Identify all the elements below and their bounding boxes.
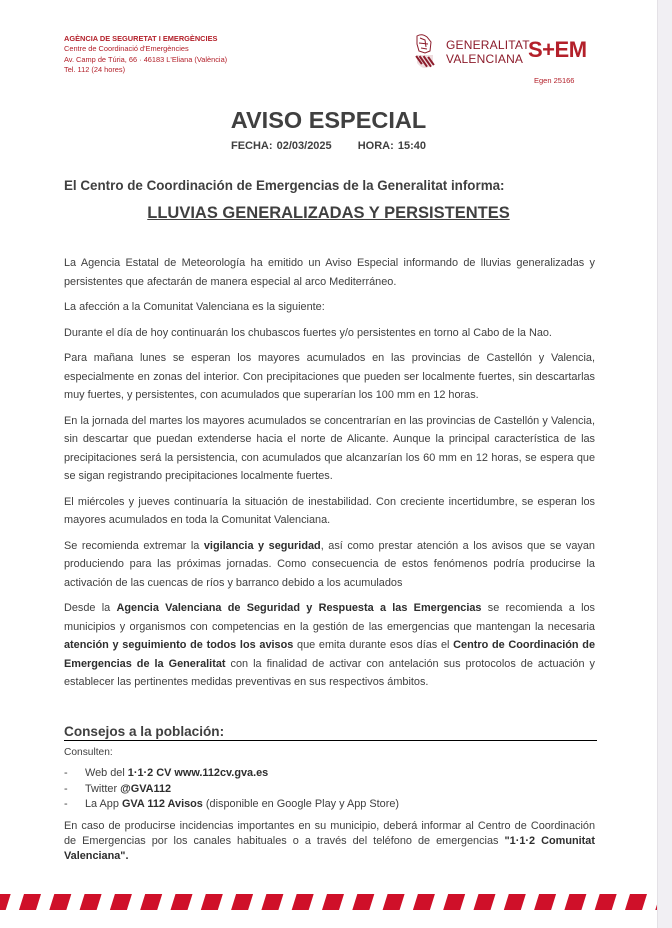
stripe-segment	[261, 894, 283, 910]
stripe-segment	[171, 894, 193, 910]
paragraph: El miércoles y jueves continuaría la situación de inestabilidad. Con creciente incertidumbre, se esperan los mayores acumulados en toda la Comunitat Valenciana.	[64, 495, 595, 526]
stripe-segment	[413, 894, 435, 910]
stripe-segment	[625, 894, 647, 910]
agency-phone: Tel. 112 (24 hores)	[64, 64, 126, 74]
text: que emita durante esos días el	[293, 639, 454, 651]
agency-header	[64, 34, 227, 75]
list-dash: -	[64, 782, 68, 795]
hora-label: HORA:	[357, 140, 394, 152]
consulten-label: Consulten:	[64, 747, 113, 758]
stripe-segment	[49, 894, 71, 910]
stripe-segment	[140, 894, 162, 910]
text: Twitter	[85, 782, 121, 795]
incidencias-paragraph	[64, 819, 595, 864]
red-stripe-border	[0, 894, 657, 910]
stripe-segment	[0, 894, 11, 910]
list-item-twitter	[64, 782, 399, 798]
twitter-handle[interactable]: @GVA112	[120, 782, 172, 795]
generalitat-logo-text	[446, 38, 530, 66]
stripe-segment	[474, 894, 496, 910]
hora-value: 15:40	[397, 140, 426, 152]
paragraph: En la jornada del martes los mayores acumulados se concentrarían en las provincias de Castellón y Valencia, sin descartar que puedan extenderse hacia el norte de Alicante. Aunque la principal característica de las precipitaciones será la persistencia, con acumulados que alcanzarían los 60 mm en 12 horas, se espera que se sigan registrando precipitaciones localmente fuertes.	[64, 414, 595, 482]
bold-text: "1·1·2 Comunitat Valenciana".	[64, 835, 595, 862]
document-title: AVISO ESPECIAL	[230, 107, 427, 133]
bold-text: Centro de Coordinación de Emergencias de la Generalitat	[64, 639, 596, 670]
bold-text: atención y seguimiento de todos los avisos	[64, 639, 294, 651]
stripe-segment	[443, 894, 465, 910]
stripe-segment	[352, 894, 374, 910]
stripe-segment	[504, 894, 526, 910]
app-name: GVA 112 Avisos	[121, 798, 203, 810]
egen-reference: Egen 25166	[534, 76, 575, 85]
text: Se recomienda extremar la	[64, 539, 204, 552]
fecha-value: 02/03/2025	[276, 140, 332, 152]
bold-text: Agencia Valenciana de Seguridad y Respuesta a las Emergencias	[116, 602, 482, 614]
gva-line-2: VALENCIANA	[446, 52, 524, 66]
informa-heading: El Centro de Coordinación de Emergencias de la Generalitat informa:	[64, 178, 505, 193]
stripe-segment	[110, 894, 132, 910]
stripe-segment	[292, 894, 314, 910]
alert-headline: LLUVIAS GENERALIZADAS Y PERSISTENTES	[147, 204, 510, 222]
text: Desde la	[64, 602, 117, 614]
web-link[interactable]: 1·1·2 CV www.112cv.gva.es	[127, 767, 269, 779]
text: En caso de producirse incidencias importantes en su municipio, deberá informar al Centro de Coordinación de Emergencias por los canales habituales o a través del teléfono de emergencias	[64, 820, 595, 847]
agency-center: Centre de Coordinació d'Emergències	[64, 44, 189, 54]
date-time-line	[0, 140, 657, 152]
text: (disponible en Google Play y App Store)	[202, 798, 400, 810]
body-text	[64, 254, 595, 699]
paragraph: Para mañana lunes se esperan los mayores acumulados en las provincias de Castellón y Valencia, especialmente en zonas del interior. Con precipitaciones que pueden ser localmente fuertes, sin descartarlas muy fuertes, y persistentes, con acumulados que superarían los 100 mm en 12 horas.	[64, 352, 595, 401]
list-dash: -	[64, 798, 68, 810]
gva-line-1: GENERALITAT	[446, 38, 530, 52]
paragraph	[64, 537, 595, 593]
paragraph: La Agencia Estatal de Meteorología ha emitido un Aviso Especial informando de lluvias generalizadas y persistentes que afectarán de manera especial al arco Mediterráneo.	[64, 257, 595, 288]
text: , así como prestar atención a los avisos que se vayan produciendo para las próximas jornadas. Como consecuencia de estos fenómenos podría producirse la activación de las cuencas de ríos y barranco debido a los acumulados	[64, 539, 595, 589]
paragraph	[64, 599, 595, 692]
stripe-segment	[322, 894, 344, 910]
stripe-segment	[19, 894, 41, 910]
sem-logo: S+EM	[528, 37, 587, 62]
stripe-segment	[534, 894, 556, 910]
text: Web del	[85, 767, 128, 779]
list-item-web	[64, 766, 399, 782]
paragraph: La afección a la Comunitat Valenciana es la siguiente:	[64, 301, 325, 313]
list-dash: -	[64, 767, 68, 779]
stripe-segment	[80, 894, 102, 910]
text: se recomienda a los municipios y organismos con competencias en la gestión de las emergencias que mantengan la necesaria	[64, 602, 595, 633]
text: con la finalidad de activar con antelación sus protocolos de actuación y establecer las pertinentes medidas preventivas en sus respectivos ámbitos.	[64, 657, 595, 688]
text: La App	[85, 798, 122, 810]
stripe-segment	[595, 894, 617, 910]
stripe-segment	[231, 894, 253, 910]
stripe-segment	[201, 894, 223, 910]
agency-address: Av. Camp de Túria, 66 · 46183 L'Eliana (València)	[64, 54, 228, 64]
consejos-list	[64, 766, 399, 813]
stripe-segment	[655, 894, 657, 910]
consejos-heading: Consejos a la población:	[64, 724, 597, 741]
bold-text: vigilancia y seguridad	[203, 539, 321, 552]
agency-name: AGÈNCIA DE SEGURETAT I EMERGÈNCIES	[64, 34, 218, 43]
stripe-segment	[383, 894, 405, 910]
fecha-label: FECHA:	[230, 140, 273, 152]
list-item-app	[64, 797, 399, 813]
stripe-segment	[564, 894, 586, 910]
paragraph: Durante el día de hoy continuarán los chubascos fuertes y/o persistentes en torno al Cabo de la Nao.	[64, 326, 552, 339]
